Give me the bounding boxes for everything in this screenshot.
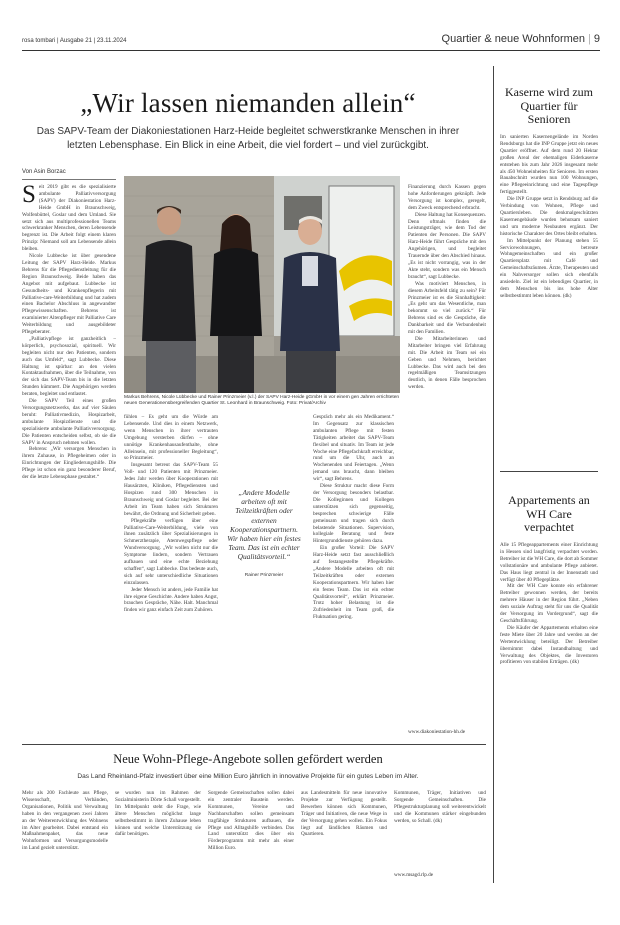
paragraph: Insgesamt betreut das SAPV-Team 55 Voll- und 120 Patienten mit Prinzmeier. Jedes Jahr werden über Kooperationen mit Hausärzten, Kliniken, Pflegediensten und Hospizen rund 300 Menschen in Braunschweig und Goslar begleitet. Bei der Arbeit im Team haben sich Strukturen bewährt, die Ordnung und Sicherheit geben. <box>124 462 218 517</box>
bottom-column-1 <box>22 790 108 882</box>
paragraph: Die Mitarbeiterinnen und Mitarbeiter bringen viel Erfahrung mit. Die Arbeit im Team sei ein Geben und Nehmen, berichtet Lubbecke. Das wird auch bei den regelmäßigen Teamsitzungen deutlich, in denen Fälle besprochen werden. <box>408 335 486 391</box>
paragraph: Was motiviert Menschen, in diesem Arbeitsfeld tätig zu sein? Für Prinzmeier ist es die Sinnhaftigkeit: „Es geht um das Wesentliche, man bekommt so viel zurück.“ Für Behrens sind es die Gespräche, die Dankbarkeit und die Verbundenheit mit den Familien. <box>408 280 486 336</box>
paragraph: Die INP Gruppe setzt in Rendsburg auf die Verbindung von Wohnen, Pflege und Quartiersleben. Die denkmalgeschützten Kasernengebäude wurden behutsam saniert und um moderne Neubauten ergänzt. Der historische Charakter des Ortes bleibt erhalten. <box>500 196 598 237</box>
sidebar-story-1-text <box>500 134 598 464</box>
paragraph: Finanzierung durch Kassen gegen hohe Anforderungen geknüpft. Jede Versorgung ist komplex, geregelt, dem Zweck entsprechend erbracht. <box>408 184 486 211</box>
pull-quote-source: Rainer Prinzmeier <box>244 573 284 578</box>
sidebar-story-rule <box>500 471 598 472</box>
author-rule <box>22 179 116 180</box>
article-column-2 <box>124 414 218 739</box>
sidebar-story-2-title: Appartements an WH Care verpachtet <box>508 493 590 534</box>
sidebar-divider <box>493 66 494 883</box>
sidebar-story-2-text <box>500 542 598 882</box>
paragraph: Pflegekräfte verfügen über eine Palliative-Care-Weiterbildung, viele von ihnen zusätzlich über Spezialisierungen in Schmerztherapie, Atemwegspflege oder Wundversorgung. „Wir wollen nicht nur die Symptome lindern, sondern Vertrauen aufbauen und eine echte Beziehung schaffen“, sagt Lubbecke. Das bedeute auch, sich auf sehr unterschiedliche Situationen einzulassen. <box>124 517 218 586</box>
bottom-column-4 <box>301 790 387 882</box>
paragraph: Die Käufer der Appartements erhalten eine feste Miete über 20 Jahre und werden an der Wertentwicklung beteiligt. Der Betreiber übernimmt dabei Instandhaltung und Verwaltung des Objektes, die Investoren profitieren von stabilen Erträgen. (dk) <box>500 624 598 666</box>
paragraph: Jeder Mensch ist anders, jede Familie hat ihre eigene Geschichte. Andere haben Angst, brauchen Gespräche, Nähe. Halt. Manchmal finden wir ganz einfach Zeit zum Zuhören. <box>124 586 218 614</box>
article-author: Von Asin Borzac <box>22 169 66 175</box>
issue-meta: rosa tombari | Ausgabe 21 | 23.11.2024 <box>22 38 127 44</box>
paragraph: Alle 15 Pflegeappartements einer Einrichtung in Hessen sind langfristig verpachtet worden. Betreiber ist die WH Care, die dort ab Sommer vollstationäre und ambulante Pflege anbietet. Das Haus liegt zentral in der Innenstadt und verfügt über 40 Pflegeplätze. <box>500 542 598 583</box>
article-column-1 <box>22 184 116 739</box>
team-photo <box>124 176 400 393</box>
bottom-column-2 <box>115 790 201 882</box>
paragraph: Kommunen, Träger, Initiativen und Sorgende Gemeinschaften. Die Pflegestrukturplanung soll weiterentwickelt und die Kommunen stärker eingebunden werden, so Schall. (dk) <box>394 790 486 824</box>
article-url[interactable]: www.diakoniestation-hh.de <box>408 729 466 735</box>
page-number: 9 <box>593 33 600 45</box>
paragraph: Diese Struktur macht diese Form der Versorgung besonders belastbar. Die Kolleginnen und Kollegen unterstützen sich gegenseitig, besprechen schwierige Fälle gemeinsam und tragen sich durch belastende Situationen. Supervision, kollegiale Beratung und feste Hintergrunddienste gehören dazu. <box>313 483 394 545</box>
paragraph: Im Mittelpunkt der Planung stehen 55 Servicewohnungen, betreute Wohngemeinschaften und ein großer Quartiersplatz mit Café und Gemeinschaftsräumen. Ärzte, Therapeuten und ein Nahversorger sollen sich ebenfalls ansiedeln. Ziel ist ein lebendiges Quartier, in dem Menschen bis ins hohe Alter selbstbestimmt leben können. (dk) <box>500 237 598 299</box>
bottom-story-rule <box>22 744 486 745</box>
section-divider: | <box>588 33 591 45</box>
bottom-story-title: Neue Wohn-Pflege-Angebote sollen gefördert werden <box>113 752 383 766</box>
paragraph: Sorgende Gemeinschaften sollen dabei ein zentraler Baustein werden. Kommunen, Vereine und Nachbarschaften sollen gemeinsam tragfähige Strukturen aufbauen, die Pflege und Alltagshilfe verbinden. Das Land unterstützt dies über ein Förderprogramm mit mehr als einer Million Euro. <box>208 790 294 852</box>
paragraph: Im sanierten Kasernengelände im Norden Rendsburgs hat die INP Gruppe jetzt ein neues Quartier eröffnet. Auf dem rund 20 Hektar großen Areal der ehemaligen Eiderkaserne entstehen bis zum Jahr 2026 insgesamt mehr als 450 Wohneinheiten für Senioren. Im ersten Bauabschnitt wurden nun 100 Wohnungen, eine Pflegeeinrichtung und eine Tagespflege fertiggestellt. <box>500 134 598 196</box>
paragraph: eit 2019 gibt es die spezialisierte ambulante Palliativversorgung (SAPV) der Diakoniestation Harz-Heide GmbH in Braunschweig, Wolfenbüttel, Goslar und dem Umland. Sie setzt sich aus multiprofessionellen Teams schwerkranker Menschen, deren Lebensende begrenzt ist. Die Arbeit folgt einem klaren Prinzip: Niemand soll am Lebensende allein bleiben. <box>22 184 116 253</box>
photo-caption: Markus Behrens, Nicole Lübbecke und Rainer Prinzmeier (v.l.) der SAPV Harz-Heide gGmbH in vor einem gen Jahren errichteten neuen Generationenübergreifenden Quartier St. Leonhard in Braunschweig. Foto: Privat/Archiv <box>124 395 400 407</box>
paragraph: Mit der WH Care konnte ein erfahrener Betreiber gewonnen werden, der bereits mehrere Häuser in der Region führt. „Neben dem soziale Auftrag steht für uns die Qualität der Versorgung im Vordergrund“, sagt die Geschäftsführung. <box>500 583 598 624</box>
section-name: Quartier & neue Wohnformen <box>441 33 586 45</box>
pull-quote: „Andere Modelle arbeiten oft mit Teilzeitkräften oder externen Kooperationspartnern. Wir haben hier ein festes Team. Das ist ein echter Qualitätsvorteil.“ <box>227 488 301 562</box>
header-rule <box>22 50 600 51</box>
section-header <box>442 33 600 45</box>
bottom-url[interactable]: www.msagd.rlp.de <box>394 872 433 878</box>
article-column-4 <box>408 184 486 724</box>
paragraph: Die SAPV Teil eines großen Versorgungsnetzwerks, das auf vier Säulen beruht: Palliativmedizin, Hospizarbeit, ambulante Hospizdienste und die spezialisierte ambulante Palliativversorgung. Die Patienten entscheiden selbst, ob sie die SAPV in Anspruch nehmen wollen. <box>22 398 116 446</box>
paragraph: Diese Haltung hat Konsequenzen. Denn oftmals finden die Leistungsträger, wie dem Tod der Patienten der Personen. Die SAPV Harz-Heide führt Gespräche mit den Angehörigen, und begleitet Trauernde über den Abschied hinaus. „Es ist nicht vorrangig, was in der Akte steht, sondern was ein Mensch braucht“, sagt Lubbecke. <box>408 211 486 280</box>
bottom-story-subtitle: Das Land Rheinland-Pfalz investiert über eine Million Euro jährlich in innovative Projekte für ein gutes Leben im Alter. <box>77 773 419 780</box>
paragraph: aus Landesmitteln für neue innovative Projekte zur Verfügung gestellt. Bewerben können sich Kommunen, Träger und Initiativen, die neue Wege in der Versorgung gehen wollen. Ein Fokus liegt auf ländlichen Räumen und Quartieren. <box>301 790 387 838</box>
sidebar-story-1-title: Kaserne wird zum Quartier für Senioren <box>505 85 593 126</box>
dropcap: S <box>22 184 36 208</box>
bottom-column-3 <box>208 790 294 882</box>
paragraph: fühlen – Es geht um die Würde am Lebensende. Und dies in einem Netzwerk, wenn Menschen in ihrer vertrauten Umgebung versterben dürfen – ohne unnötige Krankenhausaufenthalte, ohne Alleinsein, mit professioneller Begleitung“, so Prinzmeier. <box>124 414 218 462</box>
paragraph: Mehr als 200 Fachleute aus Pflege, Wissenschaft, Verbänden, Organisationen, Politik und Verwaltung haben in den vergangenen zwei Jahren an der Weiterentwicklung des Wohnens im Alter gearbeitet. Dabei entstand ein Maßnahmenpaket, das neue Wohnformen und Versorgungsmodelle im Land gezielt unterstützt. <box>22 790 108 852</box>
paragraph: Gespräch mehr als ein Medikament.“ Im Gegensatz zur klassischen ambulanten Pflege mit festen Tätigkeiten arbeitet das SAPV-Team flexibel und situativ. Im Team ist jede Woche eine Pflegefachkraft erreichbar, rund um die Uhr, auch an Wochenenden und Feiertagen. „Wenn jemand uns braucht, dann bleiben wir“, sagt Behrens. <box>313 414 394 483</box>
paragraph: „Palliativpflege ist ganzheitlich – körperlich, psychosozial, spirituell. Wir begleiten nicht nur den Patienten, sondern auch das Umfeld“, sagt Lubbecke. Diese Haltung ist spürbar: an den vielen Kontaktaufnahmen, über die Teilnahme, von der sich das SAPV-Team bis in die letzten Stunden kümmert. Die Angehörigen werden beraten, begleitet und entlastet. <box>22 335 116 398</box>
paragraph: Behrens: „Wir versorgen Menschen in ihrem Zuhause, in Pflegeheimen oder in Einrichtungen der Eingliederungshilfe. Die Pflege ist schon ein ganz besonderer Beruf, der die letzte Lebensphase gestaltet.“ <box>22 446 116 481</box>
paragraph: se wurden nun im Rahmen der Sozialministerin Dörte Schall vorgestellt. Im Mittelpunkt steht die Frage, wie ältere Menschen möglichst lange selbstbestimmt in ihrem Zuhause leben können und welche Unterstützung sie dafür benötigen. <box>115 790 201 838</box>
article-title: „Wir lassen niemanden allein“ <box>80 88 416 118</box>
article-subtitle: Das SAPV-Team der Diakoniestationen Harz-Heide begleitet schwerstkranke Menschen in ihrer letzten Lebensphase. Ein Blick in eine Arbeit, die viel fordert – und viel zurückgibt. <box>36 126 460 151</box>
team-photo-illustration <box>124 176 400 393</box>
paragraph: Nicole Lubbecke ist über gesendene Leitung der SAPV Harz-Heide. Markus Behrens für die Pflegedienstleitung für die Region Braunschweig. Beide haben das Angebot mit aufgebaut. Lubbecke ist Gesundheits- und Krankenpflegerin mit Palliative-care-Weiterbildung und hat zudem einen Bachelor Abschluss in angewandter Pflegewissenschaften. Behrens ist examinierter Altenpfleger mit Palliative Care Weiterbildung und ausgebildeter Pflegeberater. <box>22 253 116 336</box>
article-column-3 <box>313 414 394 739</box>
bottom-column-5 <box>394 790 486 870</box>
paragraph: Ein großer Vorteil: Die SAPV Harz-Heide setzt fast ausschließlich auf festangestellte Pflegekräfte. „Andere Modelle arbeiten oft mit Teilzeitkräften oder externen Kooperationspartnern. Wir haben hier ein festes Team. Das ist ein echter Qualitätsvorteil“, erklärt Prinzmeier. Trotz hoher Belastung ist die Zufriedenheit im Team groß, die Fluktuation gering. <box>313 545 394 621</box>
